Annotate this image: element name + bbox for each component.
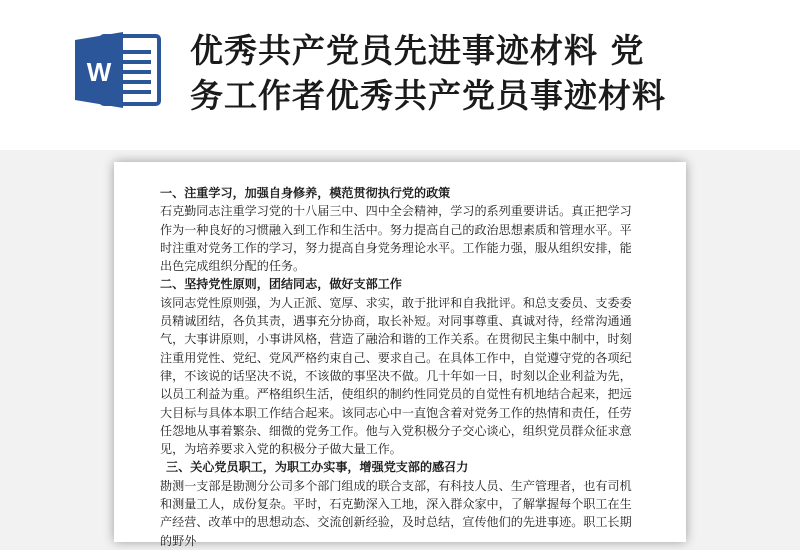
page-title: [190, 28, 750, 118]
section-body-1: 石克勤同志注重学习党的十八届三中、四中全会精神，学习的系列重要讲话。真正把学习作为一种良好的习惯融入到工作和生活中。努力提高自己的政治思想素质和管理水平。平时注重对党务工作的学习，努力提高自身党务理论水平。工作能力强，服从组织安排，能出色完成组织分配的任务。: [160, 204, 632, 274]
section-body-2: 该同志党性原则强，为人正派、宽厚、求实，敢于批评和自我批评。和总支委员、支委委员精诚团结，各负其责，遇事充分协商，取长补短。对同事尊重、真诚对待，经常沟通通气，大事讲原则，小事讲风格，营造了融洽和谐的工作关系。在贯彻民主集中制中，时刻注重用党性、党纪、党风严格约束自己、要求自己。在具体工作中，自觉遵守党的各项纪律，不该说的话坚决不说，不该做的事坚决不做。几十年如一日，时刻以企业利益为先，以员工利益为重。严格组织生活，使组织的制约性同党员的自觉性有机地结合起来，把远大目标与具体本职工作结合起来。该同志心中一直饱含着对党务工作的热情和责任，任劳任怨地从事着繁杂、细微的党务工作。他与入党积极分子交心谈心，组织党员群众征求意见，为培养要求入党的积极分子做大量工作。: [160, 295, 632, 457]
section-body-3: 勘测一支部是勘测分公司多个部门组成的联合支部，有科技人员、生产管理者，也有司机和测量工人，成份复杂。平时，石克勤深入工地，深入群众家中，了解掌握每个职工在生产经营、改革中的思想动态、交流创新经验，及时总结，宣传他们的先进事迹。职工长期的野外: [160, 478, 632, 548]
title-line-2: 务工作者优秀共产党员事迹材料: [190, 76, 666, 115]
word-document-icon: [73, 30, 165, 110]
section-heading-3: 三、关心党员职工，为职工办实事，增强党支部的感召力: [166, 460, 469, 475]
page-header: [0, 0, 800, 150]
section-heading-2: 二、坚持党性原则，团结同志，做好支部工作: [160, 277, 402, 292]
word-icon-letter: W: [86, 57, 112, 87]
title-line-1: 优秀共产党员先进事迹材料 党: [190, 31, 645, 70]
document-content: [160, 184, 640, 550]
section-heading-1: 一、注重学习，加强自身修养，模范贯彻执行党的政策: [160, 186, 451, 200]
document-page: [114, 162, 686, 548]
